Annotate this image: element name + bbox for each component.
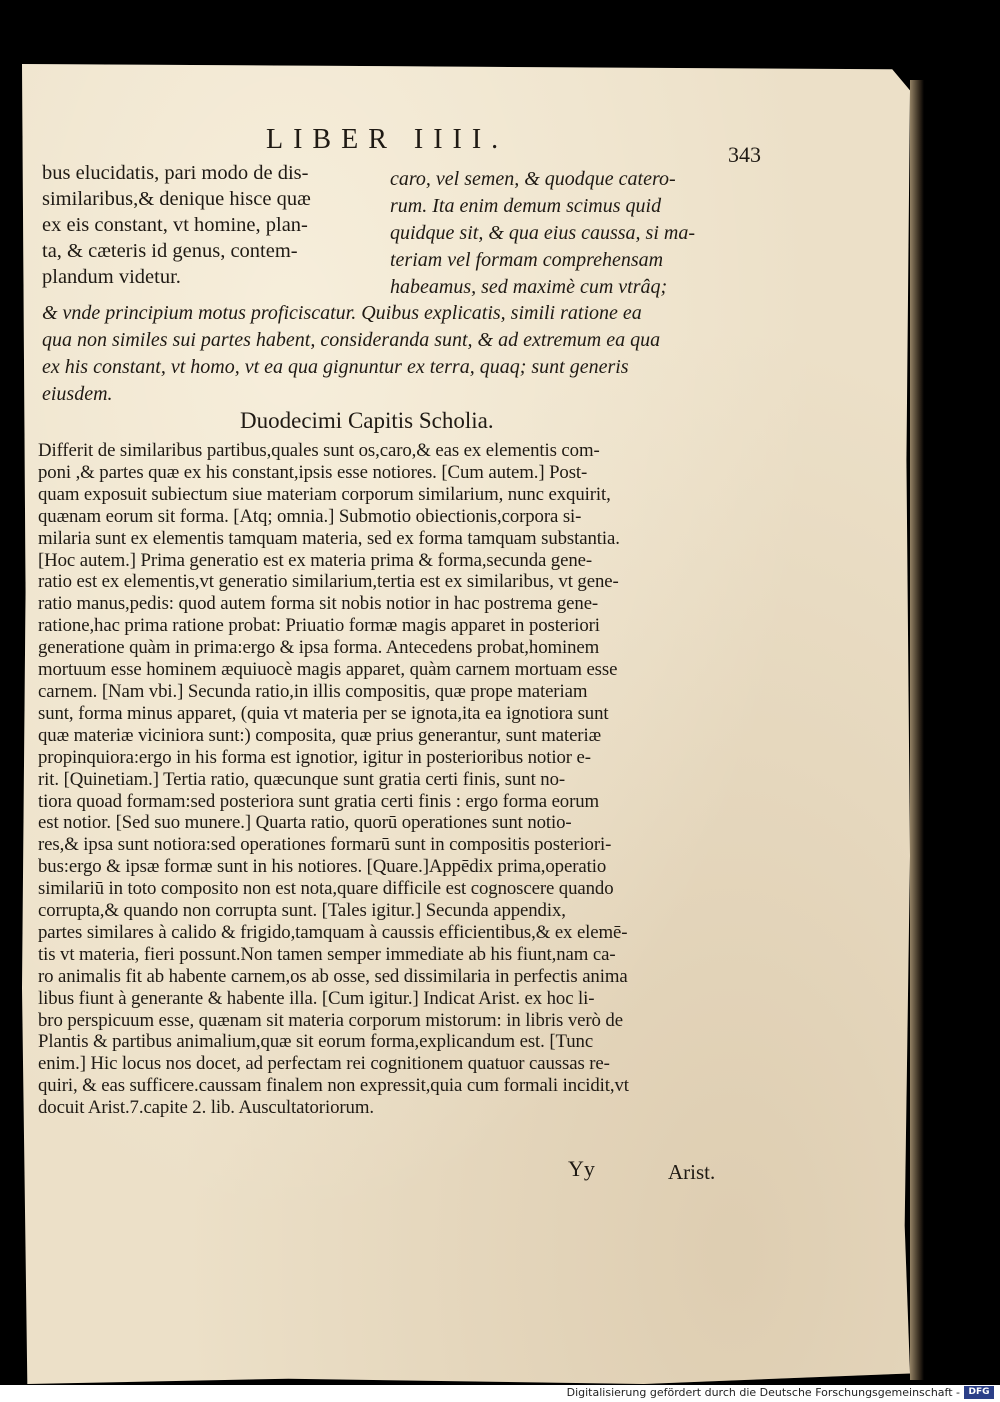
right-column-text bbox=[390, 166, 730, 301]
scholia-line: bro perspicuum esse, quænam sit materia corporum mistorum: in libris verò de bbox=[38, 1009, 623, 1031]
scholia-line: ratione,hac prima ratione probat: Priuatio formæ magis apparet in posteriori bbox=[38, 615, 600, 637]
right-column-line: caro, vel semen, & quodque catero- bbox=[390, 168, 676, 190]
scholia-line: Plantis & partibus animalium,quæ sit eorum forma,explicandum est. [Tunc bbox=[38, 1031, 594, 1053]
scholia-line: Differit de similaribus partibus,quales sunt os,caro,& eas ex elementis com- bbox=[38, 440, 600, 461]
scholia-line: libus fiunt à generante & habente illa. [Cum igitur.] Indicat Arist. ex hoc li- bbox=[38, 987, 595, 1009]
scholia-line: ratio est ex elementis,vt generatio similarium,tertia est ex similaribus, vt gene- bbox=[38, 571, 619, 593]
right-column-line: habeamus, sed maximè cum vtrâq; bbox=[390, 276, 668, 298]
scholia-line: ro animalis fit ab habente carnem,os ab osse, sed dissimilaria in perfectis anima bbox=[38, 965, 628, 987]
left-column-text bbox=[42, 160, 372, 290]
scholia-line: poni ,& partes quæ ex his constant,ipsis esse notiores. [Cum autem.] Post- bbox=[38, 461, 588, 483]
running-head: LIBER IIII. bbox=[266, 124, 509, 155]
scholia-line: tiora quoad formam:sed posteriora sunt gratia certi finis : ergo forma eorum bbox=[38, 790, 600, 812]
signature-mark: Yy bbox=[568, 1156, 595, 1181]
left-column-line: ta, & cæteris id genus, contem- bbox=[42, 240, 298, 262]
left-column-line: similaribus,& denique hisce quæ bbox=[42, 188, 311, 210]
scholia-line: corrupta,& quando non corrupta sunt. [Tales igitur.] Secunda appendix, bbox=[38, 900, 566, 922]
scholia-line: res,& ipsa sunt notiora:sed operationes formarū sunt in compositis posteriori- bbox=[38, 834, 612, 856]
italic-line: & vnde principium motus proficiscatur. Quibus explicatis, simili ratione ea bbox=[42, 302, 642, 324]
scholia-line: similariū in toto composito non est nota,quare difficile est cognoscere quando bbox=[38, 878, 614, 900]
scholia-line: mortuum esse hominem æquiuocè magis apparet, quàm carnem mortuam esse bbox=[38, 659, 618, 681]
scholia-line: quiri, & eas sufficere.caussam finalem non expressit,quia cum formali incidit,vt bbox=[38, 1075, 629, 1097]
page-number: 343 bbox=[728, 142, 761, 167]
scholia-line: quam exposuit subiectum siue materiam corporum similarium, nunc exquirit, bbox=[38, 483, 611, 505]
scholia-line: enim.] Hic locus nos docet, ad perfectam rei cognitionem quatuor caussas re- bbox=[38, 1053, 610, 1075]
left-column-line: ex eis constant, vt homine, plan- bbox=[42, 214, 308, 236]
italic-continuation bbox=[42, 300, 732, 408]
scholia-line: quænam eorum sit forma. [Atq; omnia.] Submotio obiectionis,corpora si- bbox=[38, 505, 582, 527]
scholia-line: bus:ergo & ipsæ formæ sunt in his notiores. [Quare.]Appēdix prima,operatio bbox=[38, 856, 607, 878]
scholia-line: est notior. [Sed suo munere.] Quarta ratio, quorū operationes sunt notio- bbox=[38, 812, 572, 834]
dfg-logo-icon: DFG bbox=[964, 1386, 994, 1399]
section-heading: Duodecimi Capitis Scholia. bbox=[240, 408, 494, 433]
italic-line: ex his constant, vt homo, vt ea qua gignuntur ex terra, quaq; sunt generis bbox=[42, 356, 629, 378]
scholia-line: docuit Arist.7.capite 2. lib. Auscultatoriorum. bbox=[38, 1097, 374, 1119]
right-column-line: quidque sit, & qua eius caussa, si ma- bbox=[390, 222, 695, 244]
scholia-line: generatione quàm in prima:ergo & ipsa forma. Antecedens probat,hominem bbox=[38, 637, 600, 659]
scholia-line: [Hoc autem.] Prima generatio est ex materia prima & forma,secunda gene- bbox=[38, 549, 593, 571]
page-edge-shadow bbox=[910, 80, 924, 1380]
italic-line: eiusdem. bbox=[42, 383, 113, 405]
scholia-line: partes similares à calido & frigido,tamquam à caussis efficientibus,& ex elemē- bbox=[38, 921, 628, 943]
left-column-line: bus elucidatis, pari modo de dis- bbox=[42, 162, 309, 184]
scholia-text bbox=[38, 440, 738, 1119]
italic-line: qua non similes sui partes habent, consideranda sunt, & ad extremum ea qua bbox=[42, 329, 661, 351]
footer-credit: Digitalisierung gefördert durch die Deutsche Forschungsgemeinschaft - bbox=[566, 1386, 960, 1399]
scholia-line: quæ materiæ viciniora sunt:) composita, quæ prius generantur, sunt materiæ bbox=[38, 724, 602, 746]
catchword: Arist. bbox=[668, 1160, 716, 1184]
right-column-line: teriam vel formam comprehensam bbox=[390, 249, 664, 271]
scholia-line: tis vt materia, fieri possunt.Non tamen semper immediate ab his fiunt,nam ca- bbox=[38, 943, 616, 965]
scholia-line: carnem. [Nam vbi.] Secunda ratio,in illis compositis, quæ prope materiam bbox=[38, 680, 588, 702]
scholia-line: propinquiora:ergo in his forma est ignotior, igitur in posterioribus notior e- bbox=[38, 746, 591, 768]
scholia-line: ratio manus,pedis: quod autem forma sit nobis notior in hac postrema gene- bbox=[38, 593, 599, 615]
scholia-line: rit. [Quinetiam.] Tertia ratio, quæcunque sunt gratia certi finis, sunt no- bbox=[38, 768, 566, 790]
scholia-line: sunt, forma minus apparet, (quia vt materia per se ignota,ita ea ignotiora sunt bbox=[38, 702, 609, 724]
left-column-line: plandum videtur. bbox=[42, 266, 181, 288]
right-column-line: rum. Ita enim demum scimus quid bbox=[390, 195, 662, 217]
scholia-line: milaria sunt ex elementis tamquam materia, sed ex forma tamquam substantia. bbox=[38, 527, 620, 549]
